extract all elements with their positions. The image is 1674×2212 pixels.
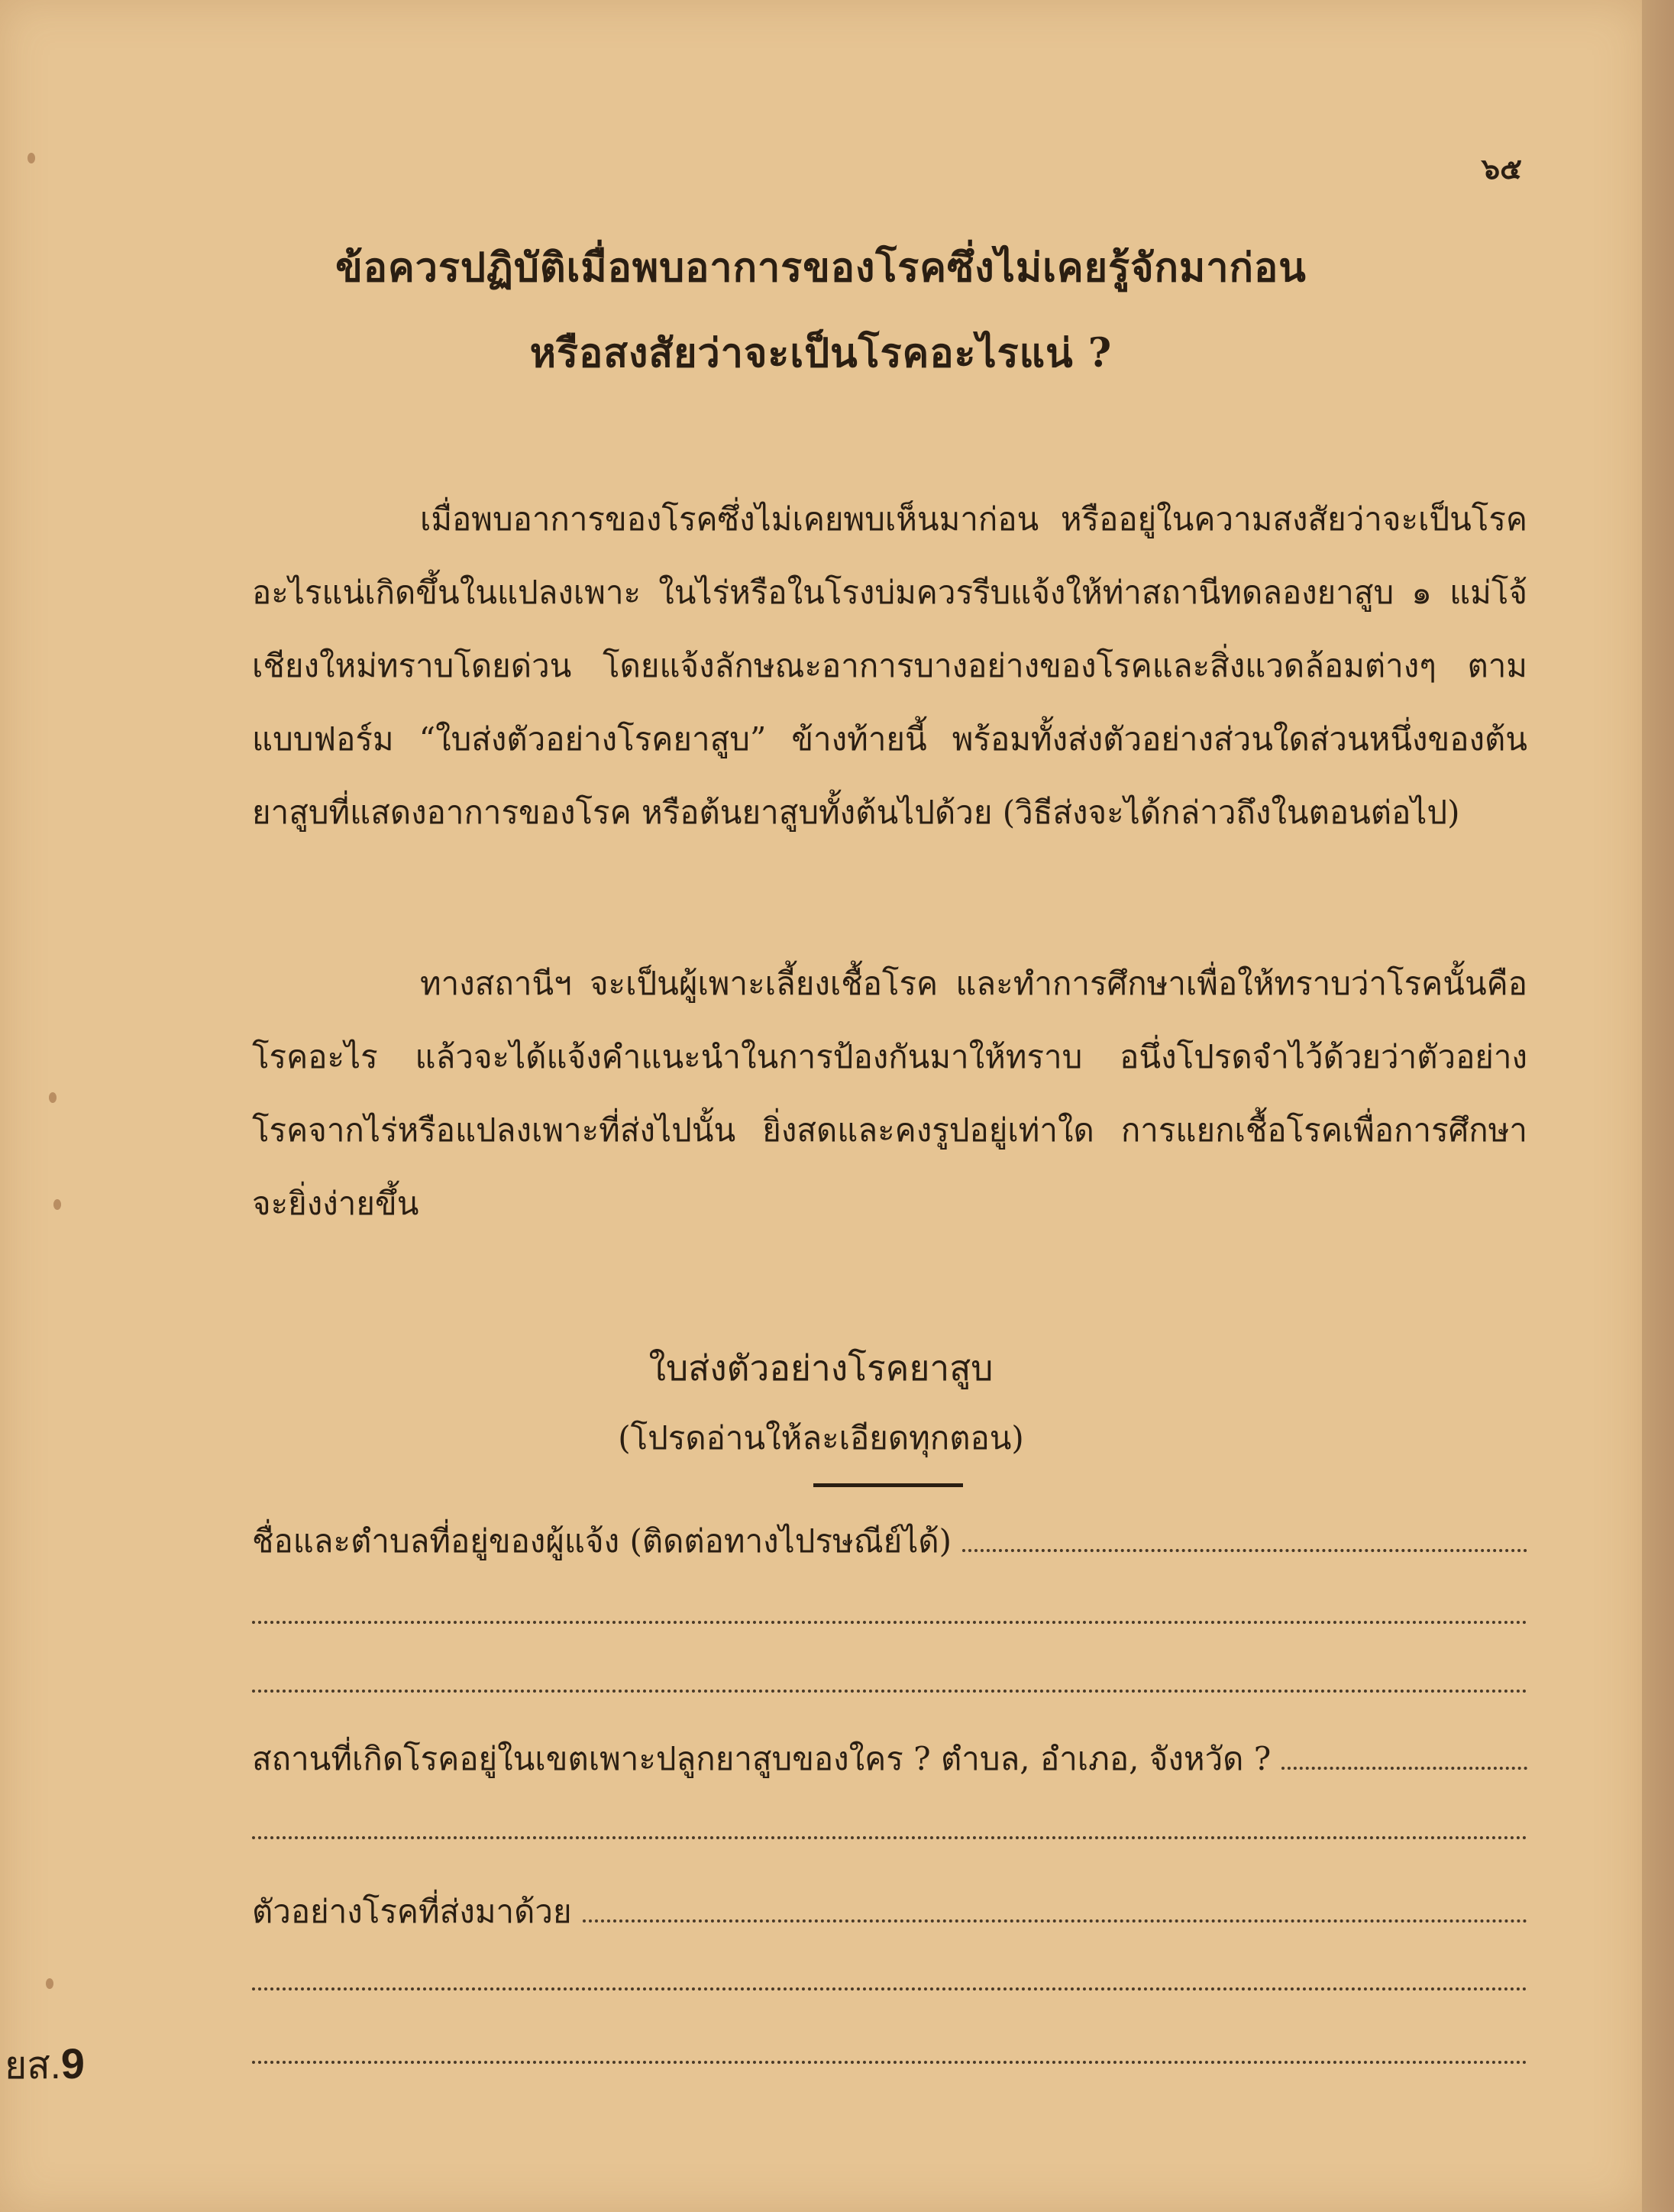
page-number: ๖๕ bbox=[1482, 151, 1522, 186]
field-location-line[interactable] bbox=[252, 1836, 1527, 1839]
form-code-prefix: ยส. bbox=[5, 2044, 61, 2087]
field-reporter-input[interactable] bbox=[962, 1546, 1527, 1552]
binding-hole bbox=[49, 1092, 57, 1103]
field-reporter-line[interactable] bbox=[252, 1690, 1527, 1693]
field-location-row bbox=[252, 1734, 1527, 1784]
field-reporter-line[interactable] bbox=[252, 1621, 1527, 1624]
form-code-number: 9 bbox=[60, 2039, 85, 2087]
binding-hole bbox=[27, 153, 35, 163]
field-samples-label: ตัวอย่างโรคที่ส่งมาด้วย bbox=[252, 1893, 572, 1930]
field-location-label: สถานที่เกิดโรคอยู่ในเขตเพาะปลูกยาสูบของใคร ? ตำบล, อำเภอ, จังหวัด ? bbox=[252, 1740, 1272, 1777]
page-title-line1: ข้อควรปฏิบัติเมื่อพบอาการของโรคซึ่งไม่เคยรู้จักมาก่อน bbox=[335, 244, 1307, 291]
field-reporter-row bbox=[252, 1516, 1527, 1567]
field-reporter-label: ชื่อและตำบลที่อยู่ของผู้แจ้ง (ติดต่อทางไปรษณีย์ได้) bbox=[252, 1522, 952, 1560]
field-samples-line[interactable] bbox=[252, 2061, 1527, 2064]
form-title-underline bbox=[813, 1483, 963, 1487]
binding-hole bbox=[46, 1978, 53, 1989]
form-title: ใบส่งตัวอย่างโรคยาสูบ bbox=[648, 1347, 994, 1389]
page-title-line2: หรือสงสัยว่าจะเป็นโรคอะไรแน่ ? bbox=[529, 330, 1113, 377]
field-samples-input[interactable] bbox=[583, 1916, 1527, 1923]
binding-hole bbox=[53, 1199, 61, 1210]
paragraph-report-procedure: เมื่อพบอาการของโรคซึ่งไม่เคยพบเห็นมาก่อน หรืออยู่ในความสงสัยว่าจะเป็นโรคอะไรแน่เกิดขึ้นในแปลงเพาะ ในไร่หรือในโรงบ่มควรรีบแจ้งให้ท่าสถานีทดลองยาสูบ ๑ แม่โจ้ เชียงใหม่ทราบโดยด่วน โดยแจ้งลักษณะอาการบางอย่างของโรคและสิ่งแวดล้อมต่างๆ ตามแบบฟอร์ม “ใบส่งตัวอย่างโรคยาสูบ” ข้างท้ายนี้ พร้อมทั้งส่งตัวอย่างส่วนใดส่วนหนึ่งของต้นยาสูบที่แสดงอาการของโรค หรือต้นยาสูบทั้งต้นไปด้วย (วิธีส่งจะได้กล่าวถึงในตอนต่อไป) bbox=[252, 500, 1527, 831]
form-subtitle: (โปรดอ่านให้ละเอียดทุกตอน) bbox=[618, 1419, 1024, 1457]
field-location-input[interactable] bbox=[1281, 1764, 1527, 1770]
field-samples-row bbox=[252, 1887, 1527, 1937]
page-edge bbox=[1642, 0, 1674, 2212]
paragraph-station-role: ทางสถานีฯ จะเป็นผู้เพาะเลี้ยงเชื้อโรค และทำการศึกษาเพื่อให้ทราบว่าโรคนั้นคือโรคอะไร แล้วจะได้แจ้งคำแนะนำในการป้องกันมาให้ทราบ อนึ่งโปรดจำไว้ด้วยว่าตัวอย่างโรคจากไร่หรือแปลงเพาะที่ส่งไปนั้น ยิ่งสดและคงรูปอยู่เท่าใด การแยกเชื้อโรคเพื่อการศึกษาจะยิ่งง่ายขึ้น bbox=[252, 965, 1527, 1222]
form-code bbox=[5, 2036, 85, 2096]
field-samples-line[interactable] bbox=[252, 1987, 1527, 1990]
